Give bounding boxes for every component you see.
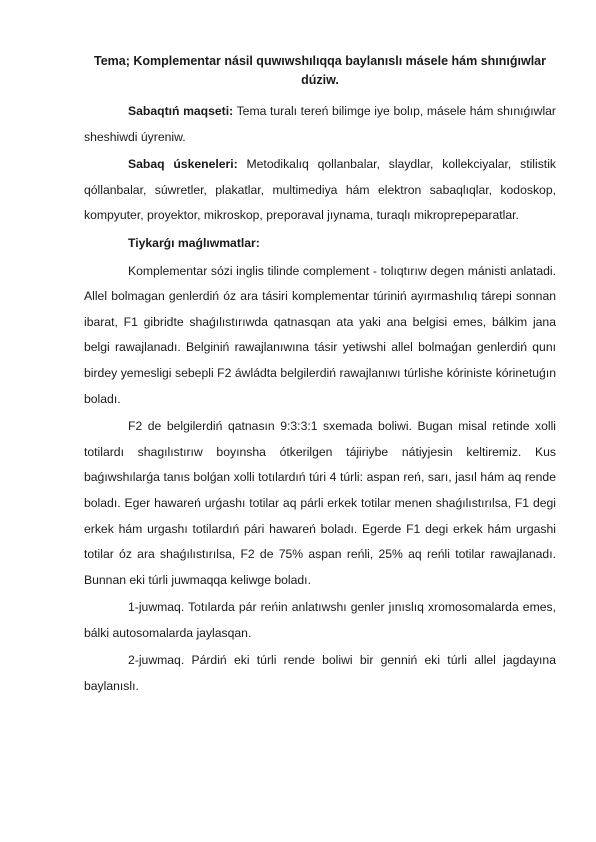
main-info-heading: Tiykarǵı maǵlıwmatlar: [128,235,260,250]
conclusion-paragraph-1: 1-juwmaq. Totılarda pár reńin anlatıwshı genler jınıslıq xromosomalarda emes, bálki autosomalarda jaylasqan. [84,600,556,640]
lesson-equipment-label: Sabaq úskeneleri: [128,157,238,172]
body-paragraph-1: Komplementar sózi inglis tilinde complement - tolıqtırıw degen mánisti anlatadi. Allel bolmagan genlerdiń óz ara tásiri komplementar túriniń ayırmashılıq tárepi sonnan ibarat, F1 gibridte shaǵılıstırıwda qatnasqan ata yaki ana belgisi emes, bálkim jana belgi rawajlanadı. Belginiń rawajlanıwına tásir yetiwshi allel bolmaǵan genlerdiń qunı birdey yemesligi sebepli F2 áwládta belgilerdiń rawajlanıwı túrlishe kóriniste kórinetuǵın boladı. [84,263,556,406]
lesson-goal-label: Sabaqtıń maqseti: [128,104,234,118]
lesson-goal-text: Tema turalı tereń bilimge iye bolıp, másele hám shınıǵıwlar sheshiwdi úyreniw. [84,104,556,144]
lesson-goal-paragraph [84,99,556,150]
conclusion-paragraph-2: 2-juwmaq. Párdiń eki túrli rende boliwi bir genniń eki túrli allel jagdayına baylanıslı. [84,653,556,694]
document-page [84,52,556,702]
lesson-equipment-text: Metodikalıq qollanbalar, slaydlar, kollekciyalar, stilistik qóllanbalar, súwretler, plakatlar, multimediya hám elektron sabaqlıqlar, kodoskop, kompyuter, proyektor, mikroskop, preporaval jıynama, turaqlı mikroprepeparatlar. [84,157,556,223]
document-title: Tema; Komplementar násil quwıwshılıqqa baylanıslı másele hám shınıǵıwlar dúziw. [94,54,546,87]
body-paragraph-2: F2 de belgilerdiń qatnasın 9:3:3:1 sxemada boliwi. Bugan misal retinde xolli totilardı shagılıstırıw boyınsha ótkerilgen tájiriybe nátiyjesin keltiremiz. Kus baǵıwshılarǵa tanıs bolǵan xolli totılardıń túri 4 túrli: aspan reń, sarı, jasıl hám aq rende boladı. Eger hawareń urǵashı totilar aq párli erkek totilar menen shaǵılıstırılsa, F1 degi erkek hám urgashı totilardıń pári hawareń boladı. Egerde F1 degi erkek hám urgashi totilar óz ara shaǵılıstırılsa, F2 de 75% aspan reńli, 25% aq reńli totilar rawajlanadı. Bunnan eki túrli juwmaqqa keliwge boladı. [84,419,556,587]
lesson-equipment-paragraph [84,152,556,229]
